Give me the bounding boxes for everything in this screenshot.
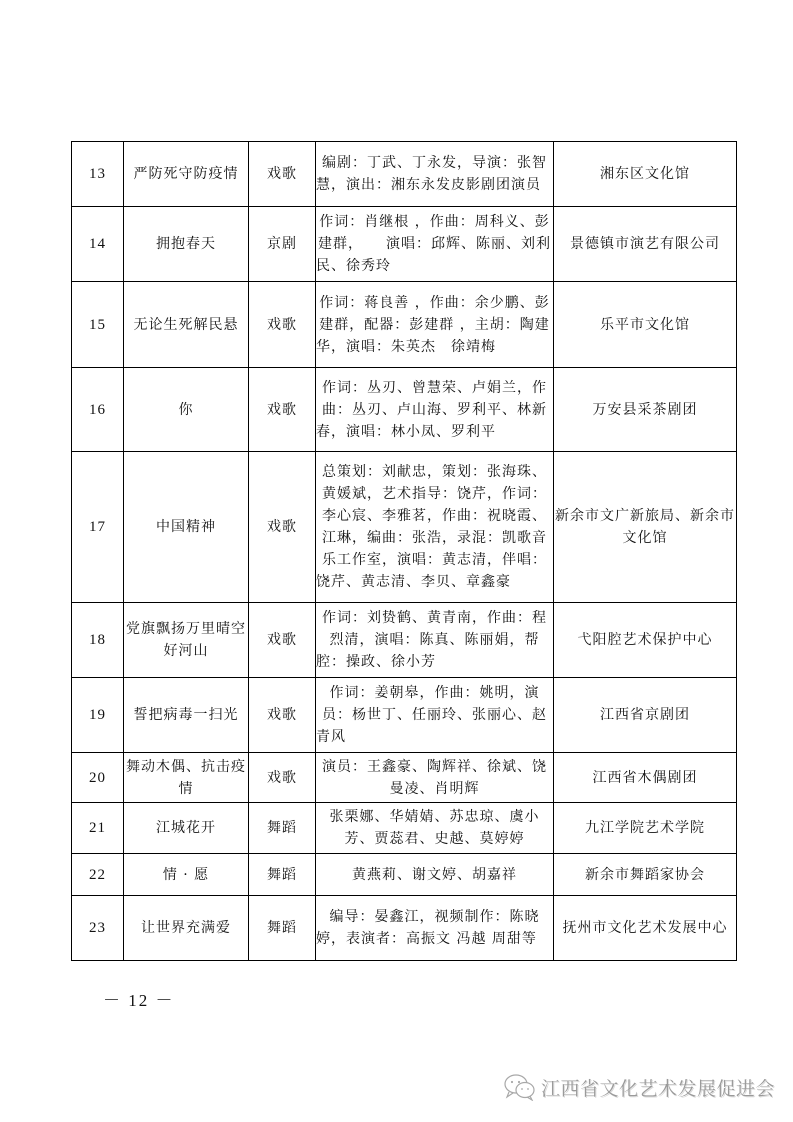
submitting-org: 乐平市文化馆	[554, 282, 737, 368]
work-type: 戏歌	[249, 753, 316, 803]
work-credits: 总策划：刘献忠，策划：张海珠、黄媛斌，艺术指导：饶芹，作词：李心宸、李雅茗，作曲：祝晓霞、江琳，编曲：张浩，录混：凯歌音乐工作室，演唱：黄志清，伴唱：饶芹、黄志清、李贝、章鑫豪	[316, 452, 554, 603]
submitting-org: 新余市文广新旅局、新余市文化馆	[554, 452, 737, 603]
table-row	[72, 282, 737, 368]
row-number: 18	[72, 603, 124, 678]
work-type: 戏歌	[249, 603, 316, 678]
work-title: 让世界充满爱	[124, 896, 249, 961]
submitting-org: 万安县采茶剧团	[554, 368, 737, 452]
work-title: 舞动木偶、抗击疫情	[124, 753, 249, 803]
submitting-org: 新余市舞蹈家协会	[554, 854, 737, 896]
work-credits: 作词：蒋良善 ，作曲：余少鹏、彭建群，配器：彭建群 ，主胡：陶建华，演唱：朱英杰 徐靖梅	[316, 282, 554, 368]
submitting-org: 湘东区文化馆	[554, 142, 737, 207]
table-row	[72, 452, 737, 603]
work-title: 情 · 愿	[124, 854, 249, 896]
submitting-org: 九江学院艺术学院	[554, 803, 737, 854]
row-number: 21	[72, 803, 124, 854]
work-credits: 编导：晏鑫江，视频制作：陈晓婷，表演者：高振文 冯越 周甜等	[316, 896, 554, 961]
table-row	[72, 854, 737, 896]
row-number: 16	[72, 368, 124, 452]
row-number: 13	[72, 142, 124, 207]
work-credits: 作词：刘贽鹤、黄青南，作曲：程烈清，演唱：陈真、陈丽娟，帮腔：操政、徐小芳	[316, 603, 554, 678]
row-number: 22	[72, 854, 124, 896]
table-row	[72, 678, 737, 753]
row-number: 20	[72, 753, 124, 803]
wechat-icon	[503, 1073, 537, 1101]
table-row	[72, 753, 737, 803]
watermark	[503, 1073, 775, 1101]
work-credits: 作词：姜朝皋，作曲：姚明，演员：杨世丁、任丽玲、张丽心、赵青风	[316, 678, 554, 753]
submitting-org: 江西省京剧团	[554, 678, 737, 753]
row-number: 15	[72, 282, 124, 368]
row-number: 19	[72, 678, 124, 753]
submitting-org: 抚州市文化艺术发展中心	[554, 896, 737, 961]
work-type: 戏歌	[249, 368, 316, 452]
submitting-org: 江西省木偶剧团	[554, 753, 737, 803]
work-type: 戏歌	[249, 142, 316, 207]
row-number: 17	[72, 452, 124, 603]
table-row	[72, 603, 737, 678]
row-number: 14	[72, 207, 124, 282]
page-number: － 12 －	[103, 991, 175, 1010]
work-title: 拥抱春天	[124, 207, 249, 282]
work-type: 舞蹈	[249, 803, 316, 854]
table-row	[72, 803, 737, 854]
work-credits: 张栗娜、华婧婧、苏忠琼、虞小芳、贾蕊君、史越、莫婷婷	[316, 803, 554, 854]
submitting-org: 弋阳腔艺术保护中心	[554, 603, 737, 678]
work-type: 京剧	[249, 207, 316, 282]
work-title: 江城花开	[124, 803, 249, 854]
work-title: 党旗飘扬万里晴空好河山	[124, 603, 249, 678]
work-credits: 作词：丛刃、曾慧荣、卢娟兰，作曲：丛刃、卢山海、罗利平、林新春，演唱：林小凤、罗利平	[316, 368, 554, 452]
table-row	[72, 207, 737, 282]
work-title: 誓把病毒一扫光	[124, 678, 249, 753]
work-credits: 演员：王鑫豪、陶辉祥、徐斌、饶曼凌、肖明辉	[316, 753, 554, 803]
submitting-org: 景德镇市演艺有限公司	[554, 207, 737, 282]
row-number: 23	[72, 896, 124, 961]
works-table	[71, 141, 737, 961]
watermark-text: 江西省文化艺术发展促进会	[541, 1077, 776, 1100]
work-credits: 黄燕莉、谢文婷、胡嘉祥	[316, 854, 554, 896]
table-row	[72, 368, 737, 452]
table-row	[72, 896, 737, 961]
work-type: 舞蹈	[249, 896, 316, 961]
work-type: 舞蹈	[249, 854, 316, 896]
work-title: 无论生死解民悬	[124, 282, 249, 368]
work-title: 严防死守防疫情	[124, 142, 249, 207]
work-type: 戏歌	[249, 282, 316, 368]
work-credits: 作词：肖继根 ，作曲：周科义、彭建群， 演唱：邱辉、陈丽、刘利民、徐秀玲	[316, 207, 554, 282]
work-type: 戏歌	[249, 678, 316, 753]
work-credits: 编剧：丁武、丁永发，导演：张智慧，演出：湘东永发皮影剧团演员	[316, 142, 554, 207]
work-title: 你	[124, 368, 249, 452]
table-row	[72, 142, 737, 207]
work-title: 中国精神	[124, 452, 249, 603]
work-type: 戏歌	[249, 452, 316, 603]
